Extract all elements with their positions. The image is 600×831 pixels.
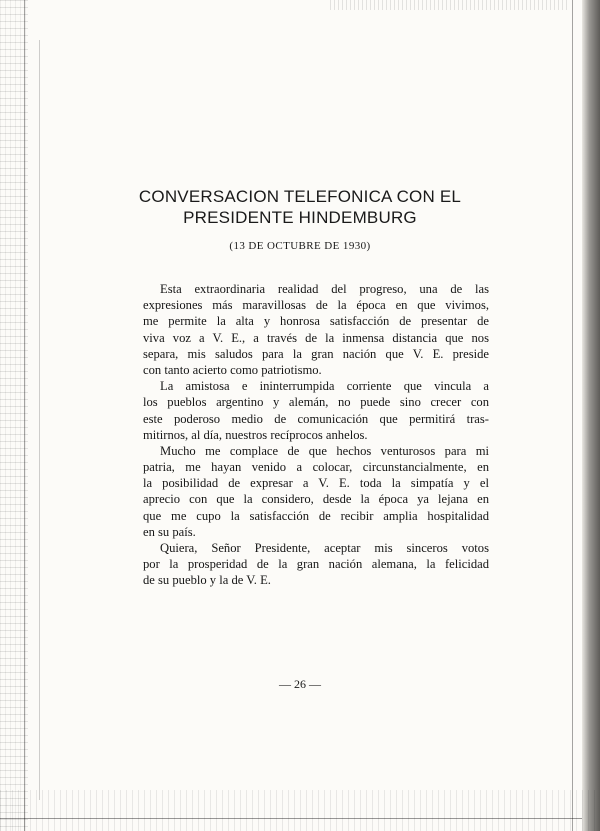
text-line: de su pueblo y la de V. E. <box>143 573 271 588</box>
page-title-line-2: PRESIDENTE HINDEMBURG <box>183 208 417 227</box>
text-line: los pueblos argentino y alemán, no puede sino crecer con <box>143 395 489 410</box>
letter-body <box>143 281 489 589</box>
page-number: — 26 — <box>279 677 321 691</box>
paragraph-2 <box>143 378 489 443</box>
text-line: separa, mis saludos para la gran nación que V. E. preside <box>143 346 489 361</box>
text-line: aprecio con que la considero, desde la época ya lejana en <box>143 492 489 507</box>
date-subtitle: (13 DE OCTUBRE DE 1930) <box>229 240 371 252</box>
page-title-line-1: CONVERSACION TELEFONICA CON EL <box>138 187 462 206</box>
text-line: mitirnos, al día, nuestros recíprocos anhelos. <box>143 427 368 442</box>
scan-noise-top <box>330 0 570 10</box>
text-line: viva voz a V. E., a través de la inmensa distancia que nos <box>143 330 489 345</box>
text-line: con tanto acierto como patriotismo. <box>143 362 322 377</box>
text-line: por la prosperidad de la gran nación alemana, la felicidad <box>143 557 489 572</box>
text-line: que me cupo la satisfacción de recibir amplia hospitalidad <box>143 508 489 523</box>
text-line: patria, me hayan venido a colocar, circunstancialmente, en <box>143 460 489 475</box>
page-binding-edge <box>582 0 600 831</box>
text-line: la posibilidad de expresar a V. E. toda la simpatía y el <box>143 476 489 491</box>
binding-line <box>572 0 573 831</box>
text-line: Esta extraordinaria realidad del progreso, una de las <box>160 282 489 296</box>
bottom-edge-rule <box>0 818 582 819</box>
paragraph-4 <box>143 540 489 589</box>
text-line: expresiones más maravillosas de la época en que vivimos, <box>143 298 489 313</box>
page-margin-left <box>0 0 28 831</box>
text-line: La amistosa e ininterrumpida corriente que vincula a <box>160 379 489 394</box>
text-line: Mucho me complace de que hechos venturosos para mi <box>160 443 489 458</box>
text-line: este poderoso medio de comunicación que permitirá tras- <box>143 411 489 426</box>
text-line: en su país. <box>143 524 196 539</box>
text-line: Quiera, Señor Presidente, aceptar mis sinceros votos <box>160 541 489 555</box>
scan-noise-bottom <box>0 790 600 831</box>
paragraph-3 <box>143 443 489 540</box>
paragraph-1 <box>143 281 489 378</box>
text-line: me permite la alta y honrosa satisfacción de presentar de <box>143 314 489 329</box>
